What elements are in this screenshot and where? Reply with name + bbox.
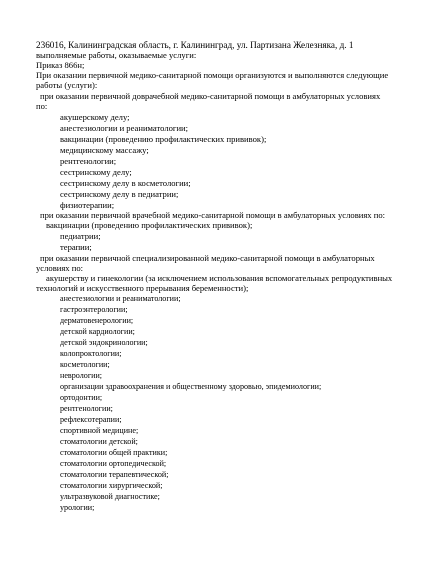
document-line: сестринскому делу; — [60, 167, 132, 177]
document-line: при оказании первичной специализированной медико-санитарной помощи в амбулаторных — [40, 253, 375, 263]
document-line: работы (услуги): — [36, 80, 98, 90]
document-line: сестринскому делу в педиатрии; — [60, 189, 179, 199]
document-line: стоматологии ортопедической; — [60, 459, 167, 468]
document-line: вакцинации (проведению профилактических прививок); — [60, 134, 267, 144]
document-line: косметологии; — [60, 360, 110, 369]
document-line: при оказании первичной врачебной медико-санитарной помощи в амбулаторных условиях по: — [40, 210, 386, 220]
document-line: выполняемые работы, оказываемые услуги: — [36, 50, 197, 60]
document-line: колопроктологии; — [60, 349, 122, 358]
document-line: технологий и искусственного прерывания беременности); — [36, 283, 249, 293]
document-line: анестезиологии и реаниматологии; — [60, 294, 181, 303]
document-line: Приказ 866н; — [36, 60, 85, 70]
document-line: акушерству и гинекологии (за исключением использования вспомогательных репродуктивных — [46, 273, 393, 283]
document-line: организации здравоохранения и общественному здоровью, эпидемиологии; — [60, 382, 322, 391]
document-line: по: — [36, 101, 48, 111]
document-line: медицинскому массажу; — [60, 145, 149, 155]
document-line: рефлексотерапии; — [60, 415, 122, 424]
document-line: детской эндокринологии; — [60, 338, 148, 347]
document-line: педиатрии; — [60, 231, 101, 241]
document-line: 236016, Калининградская область, г. Калининград, ул. Партизана Железняка, д. 1 — [36, 40, 354, 50]
document-line: неврологии; — [60, 371, 103, 380]
document-line: рентгенологии; — [60, 404, 113, 413]
document-line: условиях по: — [36, 263, 84, 273]
document-line: При оказании первичной медико-санитарной помощи организуются и выполняются следующие — [36, 70, 389, 80]
document-line: рентгенологии; — [60, 156, 117, 166]
document-line: сестринскому делу в косметологии; — [60, 178, 191, 188]
document-line: ортодонтии; — [60, 393, 103, 402]
document-line: стоматологии общей практики; — [60, 448, 168, 457]
document-line: при оказании первичной доврачебной медико-санитарной помощи в амбулаторных условиях — [40, 91, 381, 101]
document-line: физиотерапии; — [60, 200, 115, 210]
document-line: стоматологии детской; — [60, 437, 138, 446]
document-line: анестезиологии и реаниматологии; — [60, 123, 189, 133]
document-line: стоматологии хирургической; — [60, 481, 163, 490]
document-line: детской кардиологии; — [60, 327, 135, 336]
document-line: акушерскому делу; — [60, 112, 130, 122]
document-line: терапии; — [60, 242, 92, 252]
document-line: спортивной медицине; — [60, 426, 139, 435]
document-line: урологии; — [60, 503, 95, 512]
document-line: ультразвуковой диагностике; — [60, 492, 160, 501]
document-line: гастроэнтерологии; — [60, 305, 128, 314]
document-line: вакцинации (проведению профилактических прививок); — [46, 220, 253, 230]
document-line: стоматологии терапевтической; — [60, 470, 169, 479]
document-line: дерматовенерологии; — [60, 316, 134, 325]
